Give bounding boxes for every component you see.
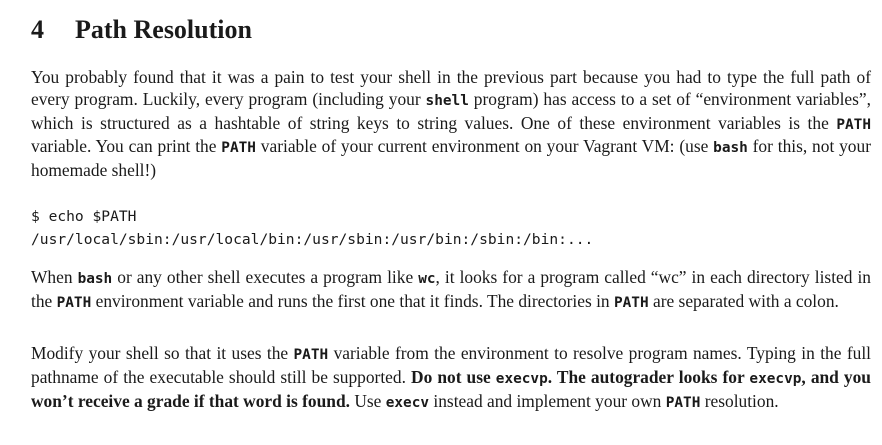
code-line-output: /usr/local/sbin:/usr/local/bin:/usr/sbin:/usr/bin:/sbin:/bin:... [31, 231, 594, 248]
inline-code-execvp: execvp [749, 370, 802, 387]
inline-code-execv: execv [385, 394, 430, 411]
inline-code-path: PATH [293, 347, 329, 363]
text-span: , it looks for a program called “wc” in each directory listed in the [31, 267, 871, 311]
inline-code-path: PATH [221, 140, 256, 157]
text-span: instead and implement your own [429, 390, 666, 411]
inline-code-path: PATH [56, 294, 92, 311]
text-span: or any other shell executes a program like [112, 267, 419, 287]
code-block [31, 205, 593, 251]
text-span: Use [349, 390, 386, 411]
text-span: resolution. [700, 390, 779, 411]
inline-code-bash: bash [713, 140, 748, 157]
text-span: When [31, 267, 78, 287]
text-span: are separated with a colon. [648, 290, 839, 311]
inline-code-path: PATH [836, 116, 871, 133]
code-line-command: $ echo $PATH [31, 208, 137, 225]
paragraph-environment-variables [31, 67, 871, 182]
text-span: variable from the environment to resolve program names. Typing in the full pathname of the executable should still be supported. [31, 343, 872, 387]
section-number: 4 [31, 15, 44, 44]
text-span: environment variable and runs the first one that it finds. The directories in [91, 290, 614, 311]
section-heading [31, 12, 252, 48]
text-span: for this, not your homemade shell!) [31, 136, 871, 181]
inline-code-wc: wc [418, 271, 436, 287]
inline-code-path: PATH [665, 394, 701, 411]
inline-code-path: PATH [613, 294, 649, 311]
text-span: program) has access to a set of “environment variables”, which is structured as a hashtable of string keys to string values. One of these environment variables is the [31, 88, 871, 133]
text-span: . The autograder looks for [547, 366, 750, 387]
inline-code-execvp: execvp [495, 370, 548, 387]
text-span: Do not use [411, 366, 496, 387]
text-span: variable of your current environment on your Vagrant VM: (use [255, 136, 714, 157]
text-span: variable. You can print the [31, 136, 222, 157]
text-span: You probably found that it was a pain to test your shell in the previous part because you had to type the full path of every program. Luckily, every program (including your [31, 67, 871, 109]
paragraph-instructions [31, 343, 871, 414]
section-title: Path Resolution [75, 15, 252, 44]
text-span: , and you won’t receive a grade if that word is found. [31, 366, 871, 411]
inline-code-bash: bash [77, 271, 113, 287]
paragraph-path-lookup [31, 267, 871, 315]
text-span: Modify your shell so that it uses the [31, 343, 294, 363]
inline-code-shell: shell [425, 92, 469, 109]
